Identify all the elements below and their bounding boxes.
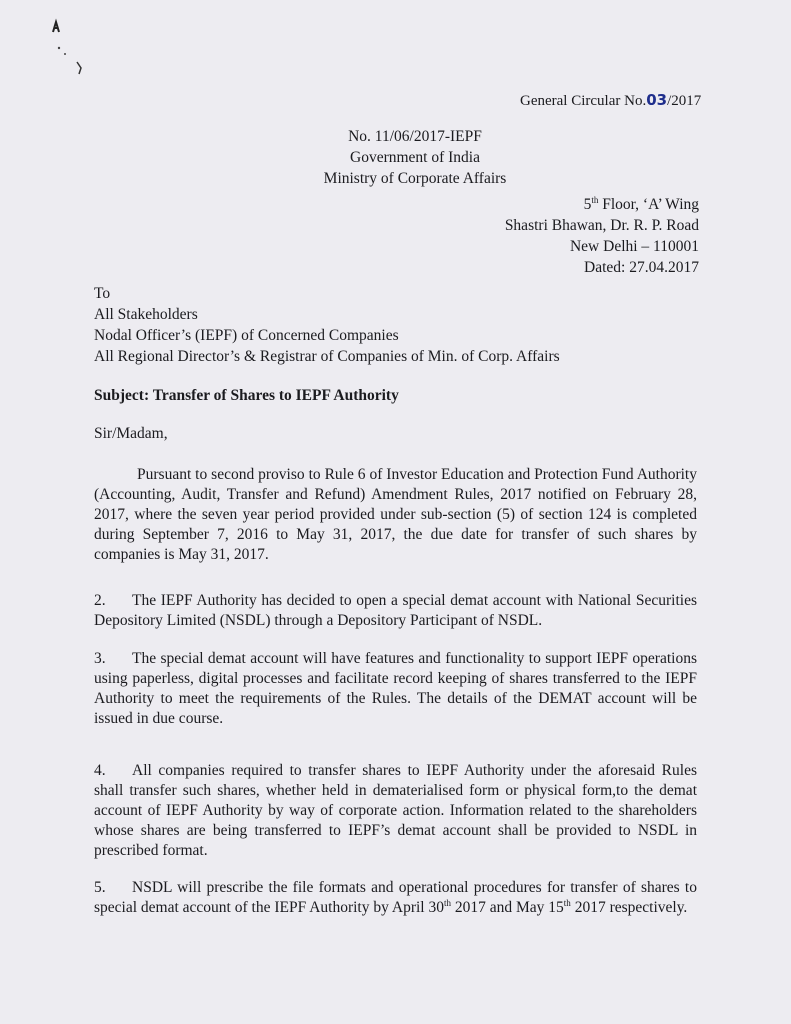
recipient-line: All Regional Director’s & Registrar of Companies of Min. of Corp. Affairs	[94, 348, 560, 365]
recipient-line: All Stakeholders	[94, 306, 198, 323]
address-floor: 5th Floor, ‘A’ Wing	[583, 195, 699, 214]
paragraph-number: 3.	[94, 650, 106, 667]
file-number: No. 11/06/2017-IEPF	[348, 128, 482, 145]
subject-line: Subject: Transfer of Shares to IEPF Authority	[94, 387, 399, 404]
paragraph-number: 4.	[94, 762, 106, 779]
address-building: Shastri Bhawan, Dr. R. P. Road	[504, 217, 699, 235]
paragraph-5: 5. NSDL will prescribe the file formats and operational procedures for transfer of shares to special demat account of the IEPF Authority by April 30th 2017 and May 15th 2017 respectively.	[94, 879, 697, 916]
paragraph-text: The IEPF Authority has decided to open a special demat account with National Securities Depository Limited (NSDL) through a Depository Participant of NSDL.	[94, 592, 697, 629]
address-city: New Delhi – 110001	[569, 238, 699, 256]
circular-prefix: General Circular No.	[520, 93, 647, 109]
address-block	[505, 190, 699, 278]
recipients-block	[94, 283, 560, 367]
paragraph-1: Pursuant to second proviso to Rule 6 of Investor Education and Protection Fund Authority (Accounting, Audit, Transfer and Refund) Amendment Rules, 2017 notified on February 28, 2017, where the seven year period provided under sub-section (5) of section 124 is completed during September 7, 2016 to May 31, 2017, the due date for transfer of such shares by companies is May 31, 2017.	[94, 466, 697, 563]
to-label: To	[94, 285, 111, 302]
salutation: Sir/Madam,	[94, 425, 168, 442]
paragraph-2	[94, 591, 697, 631]
recipient-line: Nodal Officer’s (IEPF) of Concerned Companies	[94, 327, 399, 344]
scan-marks	[45, 18, 95, 81]
paragraph-text: All companies required to transfer shares to IEPF Authority under the aforesaid Rules shall transfer such shares, whether held in dematerialised form or physical form,to the demat account of IEPF Authority by way of corporate action. Information related to the shareholders whose shares are being transferred to IEPF’s demat account shall be provided to NSDL in prescribed format.	[94, 762, 697, 859]
circular-suffix: /2017	[667, 93, 702, 109]
handwritten-circular-number: 03	[646, 91, 668, 109]
circular-number	[520, 91, 701, 110]
paragraph-number: 2.	[94, 592, 106, 609]
paragraph-number: 5.	[94, 879, 106, 896]
date-line: Dated: 27.04.2017	[584, 259, 699, 277]
paragraph-text: The special demat account will have features and functionality to support IEPF operations using paperless, digital processes and facilitate record keeping of shares transferred to the IEPF Authority to meet the requirements of the Rules. The details of the DEMAT account will be issued in due course.	[94, 650, 697, 727]
issuing-authority	[310, 126, 520, 189]
paragraph-text: NSDL will prescribe the file formats and operational procedures for transfer of shares to special demat account of the IEPF Authority by April 30	[94, 879, 697, 916]
paragraph-3	[94, 649, 697, 729]
government-line: Government of India	[350, 149, 480, 166]
paragraph-4	[94, 761, 697, 861]
ministry-line: Ministry of Corporate Affairs	[323, 170, 507, 187]
